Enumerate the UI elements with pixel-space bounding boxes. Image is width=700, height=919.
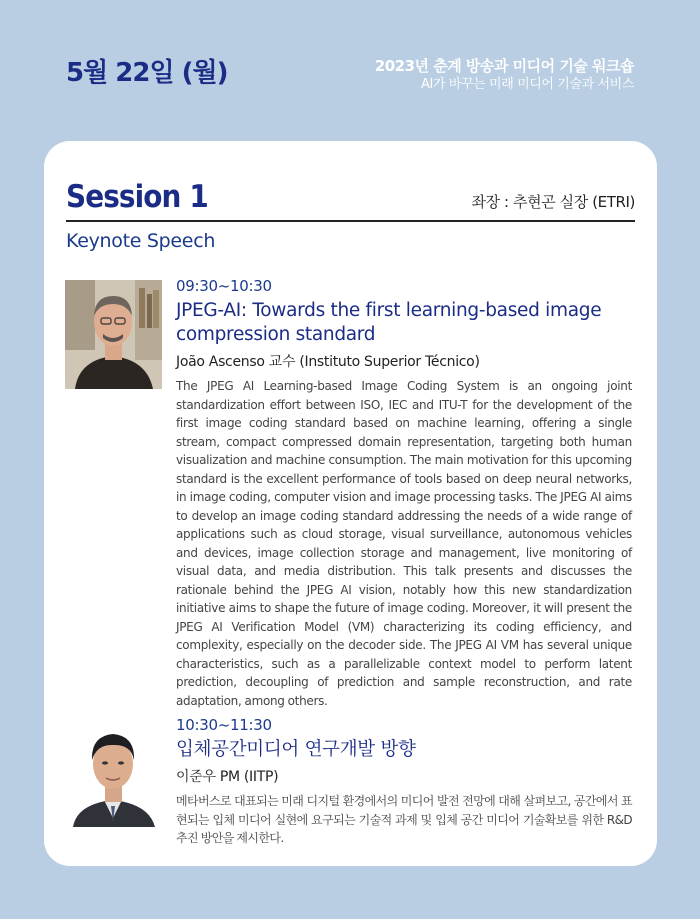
speaker-photo-lee [65,718,162,827]
date-heading: 5월 22일 (월) [66,58,228,88]
speaker-photo-ascenso [65,280,162,389]
talk-abstract: The JPEG AI Learning-based Image Coding System is an ongoing joint standardization effort between ISO, IEC and ITU-T for the development of the first image coding standard based on machine learning, offering a single stream, compact compressed domain representation, targeting both human visualization and machine consumption. The main motivation for this upcoming standard is the excellent performance of tools based on deep neural networks, in image coding, computer vision and image processing tasks. The JPEG AI aims to develop an image coding standard addressing the needs of a wide range of applications such as cloud storage, visual surveillance, autonomous vehicles and devices, image collection storage and management, live monitoring of visual data, and media distribution. This talk presents and discusses the rationale behind the JPEG AI vision, notably how this new standardization initiative aims to shape the future of image coding. Moreover, it will present the JPEG AI Verification Model (VM) characterizing its coding efficiency, and complexity, especially on the decoder side. The JPEG AI VM has several unique characteristics, such as a parallelizable context model to perform latent prediction, decoupling of prediction and sample reconstruction, and rate adaptation, among others. [176,379,632,708]
talk-time: 09:30~10:30 [176,277,272,295]
session-title: Session 1 [66,179,208,215]
talk-speaker: João Ascenso 교수 (Instituto Superior Técnico) [176,354,480,370]
talk-abstract: 메타버스로 대표되는 미래 디지털 환경에서의 미디어 발전 전망에 대해 살펴보고, 공간에서 표현되는 입체 미디어 실현에 요구되는 기술적 과제 및 입체 공간 미디어 기술확보를 위한 R&D 추진 방안을 제시한다. [176,794,632,845]
event-title: 2023년 춘계 방송과 미디어 기술 워크숍 [374,57,634,75]
talk-title: JPEG-AI: Towards the first learning-based image compression standard [176,300,602,345]
event-subtitle: AI가 바꾸는 미래 미디어 기술과 서비스 [421,77,634,92]
session-chair: 좌장 : 추현곤 실장 (ETRI) [471,193,635,211]
talk-speaker: 이준우 PM (IITP) [176,769,279,785]
event-header [375,56,634,94]
talk-2 [176,715,632,848]
session-subtitle: Keynote Speech [66,230,216,252]
title-divider [66,220,635,222]
talk-title: 입체공간미디어 연구개발 방향 [176,739,416,760]
talk-1 [176,276,632,710]
talk-time: 10:30~11:30 [176,716,272,734]
session-card [44,141,657,866]
